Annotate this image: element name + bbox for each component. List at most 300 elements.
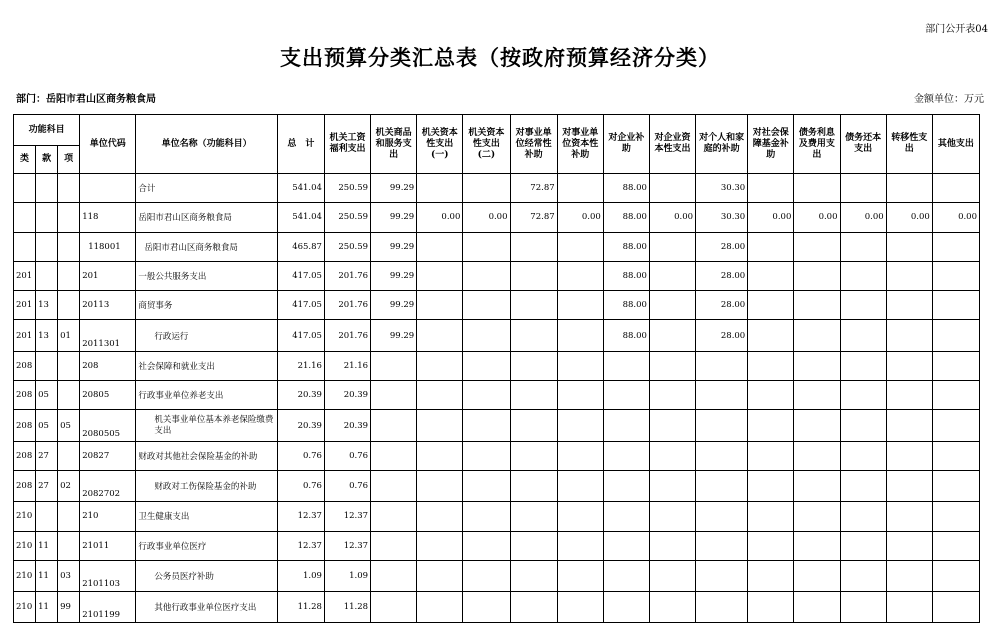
cell-c7 <box>603 470 649 501</box>
cell-c8 <box>649 381 695 410</box>
cell-total: 541.04 <box>277 203 324 232</box>
cell-c10 <box>748 381 794 410</box>
cell-name: 行政事业单位养老支出 <box>136 381 277 410</box>
cell-c13 <box>886 320 932 351</box>
header-c3: 机关资本性支出(一) <box>417 115 463 174</box>
cell-c7 <box>603 441 649 470</box>
cell-c7: 88.00 <box>603 291 649 320</box>
cell-c13 <box>886 560 932 591</box>
cell-c11 <box>794 381 840 410</box>
cell-code: 118 <box>80 203 136 232</box>
cell-c9 <box>696 441 748 470</box>
cell-c13 <box>886 410 932 441</box>
cell-c14 <box>932 502 979 531</box>
cell-c9 <box>696 351 748 380</box>
header-unit-name: 单位名称（功能科目） <box>136 115 277 174</box>
cell-c14 <box>932 174 979 203</box>
cell-c7: 88.00 <box>603 320 649 351</box>
cell-code: 210 <box>80 502 136 531</box>
cell-c1: 250.59 <box>324 174 370 203</box>
cell-c7: 88.00 <box>603 174 649 203</box>
cell-xiang <box>58 441 80 470</box>
cell-c11: 0.00 <box>794 203 840 232</box>
cell-c10 <box>748 320 794 351</box>
cell-code: 118001 <box>80 232 136 261</box>
cell-c6 <box>557 592 603 623</box>
cell-c2: 99.29 <box>371 320 417 351</box>
cell-c4 <box>463 502 510 531</box>
cell-c2: 99.29 <box>371 203 417 232</box>
cell-c11 <box>794 410 840 441</box>
table-row <box>14 502 980 531</box>
cell-c1: 20.39 <box>324 381 370 410</box>
cell-c6 <box>557 470 603 501</box>
cell-lei: 210 <box>14 592 36 623</box>
cell-c13 <box>886 502 932 531</box>
cell-c2: 99.29 <box>371 261 417 290</box>
header-c7: 对企业补助 <box>603 115 649 174</box>
cell-c7 <box>603 592 649 623</box>
cell-c10: 0.00 <box>748 203 794 232</box>
cell-c10 <box>748 470 794 501</box>
cell-c12 <box>840 174 886 203</box>
cell-c2 <box>371 531 417 560</box>
cell-c3: 0.00 <box>417 203 463 232</box>
cell-xiang <box>58 531 80 560</box>
header-c8: 对企业资本性支出 <box>649 115 695 174</box>
cell-c8 <box>649 502 695 531</box>
cell-c6 <box>557 560 603 591</box>
cell-c14 <box>932 232 979 261</box>
cell-c3 <box>417 174 463 203</box>
table-row <box>14 560 980 591</box>
table-row <box>14 174 980 203</box>
cell-c3 <box>417 470 463 501</box>
cell-c9: 30.30 <box>696 174 748 203</box>
cell-c4 <box>463 174 510 203</box>
cell-c12 <box>840 592 886 623</box>
cell-c7: 88.00 <box>603 232 649 261</box>
header-c9: 对个人和家庭的补助 <box>696 115 748 174</box>
cell-c8: 0.00 <box>649 203 695 232</box>
cell-c3 <box>417 351 463 380</box>
cell-c6: 0.00 <box>557 203 603 232</box>
cell-c2: 99.29 <box>371 232 417 261</box>
cell-c4 <box>463 592 510 623</box>
cell-kuan <box>36 232 58 261</box>
cell-xiang <box>58 174 80 203</box>
cell-lei: 210 <box>14 531 36 560</box>
cell-c9 <box>696 560 748 591</box>
cell-c6 <box>557 261 603 290</box>
cell-c4 <box>463 291 510 320</box>
cell-total: 465.87 <box>277 232 324 261</box>
cell-xiang <box>58 502 80 531</box>
cell-c10 <box>748 174 794 203</box>
cell-c10 <box>748 441 794 470</box>
cell-c2 <box>371 560 417 591</box>
cell-c10 <box>748 592 794 623</box>
cell-c12 <box>840 470 886 501</box>
cell-name: 一般公共服务支出 <box>136 261 277 290</box>
cell-c9 <box>696 502 748 531</box>
cell-kuan <box>36 261 58 290</box>
cell-c14 <box>932 441 979 470</box>
cell-xiang <box>58 232 80 261</box>
cell-c11 <box>794 441 840 470</box>
cell-c4 <box>463 232 510 261</box>
table-row <box>14 441 980 470</box>
cell-lei: 201 <box>14 320 36 351</box>
cell-c13 <box>886 441 932 470</box>
header-func-subject: 功能科目 <box>14 115 80 146</box>
cell-code: 201 <box>80 261 136 290</box>
cell-lei <box>14 174 36 203</box>
cell-total: 417.05 <box>277 291 324 320</box>
cell-c10 <box>748 531 794 560</box>
cell-total: 417.05 <box>277 320 324 351</box>
cell-c7 <box>603 560 649 591</box>
header-c12: 债务还本支出 <box>840 115 886 174</box>
cell-c10 <box>748 291 794 320</box>
cell-name: 卫生健康支出 <box>136 502 277 531</box>
header-lei: 类 <box>14 146 36 174</box>
header-unit-code: 单位代码 <box>80 115 136 174</box>
cell-c11 <box>794 174 840 203</box>
cell-c4 <box>463 410 510 441</box>
cell-c11 <box>794 592 840 623</box>
cell-total: 21.16 <box>277 351 324 380</box>
cell-c7 <box>603 531 649 560</box>
cell-c14 <box>932 320 979 351</box>
cell-c11 <box>794 261 840 290</box>
cell-c1: 11.28 <box>324 592 370 623</box>
cell-c1: 20.39 <box>324 410 370 441</box>
cell-c14 <box>932 560 979 591</box>
cell-c8 <box>649 351 695 380</box>
cell-xiang: 99 <box>58 592 80 623</box>
cell-c10 <box>748 261 794 290</box>
cell-c4 <box>463 320 510 351</box>
cell-c2: 99.29 <box>371 291 417 320</box>
cell-kuan: 13 <box>36 291 58 320</box>
cell-xiang: 02 <box>58 470 80 501</box>
cell-c3 <box>417 560 463 591</box>
cell-kuan: 05 <box>36 381 58 410</box>
cell-c7 <box>603 502 649 531</box>
cell-c14 <box>932 531 979 560</box>
cell-c5 <box>510 381 557 410</box>
cell-code: 20805 <box>80 381 136 410</box>
cell-c9 <box>696 592 748 623</box>
cell-name: 财政对其他社会保险基金的补助 <box>136 441 277 470</box>
cell-c5: 72.87 <box>510 174 557 203</box>
cell-name: 行政运行 <box>136 320 277 351</box>
cell-c8 <box>649 560 695 591</box>
cell-c13 <box>886 381 932 410</box>
cell-kuan: 05 <box>36 410 58 441</box>
table-row <box>14 351 980 380</box>
cell-kuan <box>36 502 58 531</box>
cell-name: 公务员医疗补助 <box>136 560 277 591</box>
cell-name: 商贸事务 <box>136 291 277 320</box>
cell-c2 <box>371 351 417 380</box>
cell-c11 <box>794 320 840 351</box>
cell-c4 <box>463 441 510 470</box>
table-row <box>14 320 980 351</box>
table-row <box>14 410 980 441</box>
cell-total: 0.76 <box>277 441 324 470</box>
cell-c3 <box>417 261 463 290</box>
page-title: 支出预算分类汇总表（按政府预算经济分类） <box>280 45 720 70</box>
cell-c3 <box>417 291 463 320</box>
cell-name: 社会保障和就业支出 <box>136 351 277 380</box>
cell-c10 <box>748 351 794 380</box>
cell-name: 机关事业单位基本养老保险缴费支出 <box>136 410 277 441</box>
cell-c6 <box>557 531 603 560</box>
cell-c12 <box>840 531 886 560</box>
cell-code: 2101199 <box>80 592 136 623</box>
cell-c3 <box>417 441 463 470</box>
cell-c4 <box>463 531 510 560</box>
cell-kuan: 13 <box>36 320 58 351</box>
cell-c8 <box>649 174 695 203</box>
cell-c5 <box>510 470 557 501</box>
cell-total: 12.37 <box>277 531 324 560</box>
cell-c13 <box>886 592 932 623</box>
cell-c14 <box>932 592 979 623</box>
cell-c6 <box>557 320 603 351</box>
cell-total: 0.76 <box>277 470 324 501</box>
cell-lei: 208 <box>14 441 36 470</box>
cell-c12 <box>840 351 886 380</box>
cell-c11 <box>794 470 840 501</box>
cell-c10 <box>748 410 794 441</box>
header-c5: 对事业单位经常性补助 <box>510 115 557 174</box>
cell-c2 <box>371 592 417 623</box>
cell-name: 合计 <box>136 174 277 203</box>
cell-c7 <box>603 410 649 441</box>
table-row <box>14 203 980 232</box>
cell-code: 2082702 <box>80 470 136 501</box>
cell-code: 2101103 <box>80 560 136 591</box>
cell-c13 <box>886 232 932 261</box>
cell-total: 417.05 <box>277 261 324 290</box>
cell-c8 <box>649 261 695 290</box>
cell-c5 <box>510 441 557 470</box>
cell-total: 12.37 <box>277 502 324 531</box>
cell-c5 <box>510 261 557 290</box>
cell-total: 541.04 <box>277 174 324 203</box>
cell-c10 <box>748 502 794 531</box>
cell-c4 <box>463 560 510 591</box>
header-total: 总 计 <box>277 115 324 174</box>
cell-c1: 201.76 <box>324 261 370 290</box>
cell-c13 <box>886 291 932 320</box>
cell-c1: 12.37 <box>324 502 370 531</box>
cell-code: 2011301 <box>80 320 136 351</box>
cell-kuan: 11 <box>36 592 58 623</box>
cell-c6 <box>557 441 603 470</box>
cell-kuan: 11 <box>36 531 58 560</box>
cell-c7 <box>603 381 649 410</box>
cell-c9: 28.00 <box>696 261 748 290</box>
cell-c8 <box>649 232 695 261</box>
form-number: 部门公开表04 <box>925 24 988 35</box>
cell-c8 <box>649 592 695 623</box>
cell-lei: 208 <box>14 381 36 410</box>
cell-c6 <box>557 291 603 320</box>
cell-c6 <box>557 351 603 380</box>
cell-c11 <box>794 291 840 320</box>
cell-c12 <box>840 320 886 351</box>
cell-c1: 21.16 <box>324 351 370 380</box>
cell-xiang <box>58 351 80 380</box>
cell-c13 <box>886 351 932 380</box>
cell-c7: 88.00 <box>603 203 649 232</box>
cell-kuan: 27 <box>36 470 58 501</box>
cell-xiang <box>58 261 80 290</box>
cell-c14 <box>932 381 979 410</box>
cell-c9 <box>696 470 748 501</box>
cell-c8 <box>649 531 695 560</box>
cell-c6 <box>557 502 603 531</box>
cell-c2 <box>371 381 417 410</box>
cell-xiang <box>58 381 80 410</box>
cell-c9: 28.00 <box>696 232 748 261</box>
table-row <box>14 531 980 560</box>
cell-c7 <box>603 351 649 380</box>
cell-c5 <box>510 351 557 380</box>
table-row <box>14 261 980 290</box>
cell-c12 <box>840 560 886 591</box>
cell-code: 208 <box>80 351 136 380</box>
header-c2: 机关商品和服务支出 <box>371 115 417 174</box>
cell-xiang <box>58 291 80 320</box>
cell-c14 <box>932 291 979 320</box>
cell-total: 11.28 <box>277 592 324 623</box>
cell-c5 <box>510 502 557 531</box>
cell-c2 <box>371 410 417 441</box>
cell-name: 财政对工伤保险基金的补助 <box>136 470 277 501</box>
cell-c13 <box>886 470 932 501</box>
header-c6: 对事业单位资本性补助 <box>557 115 603 174</box>
cell-name: 行政事业单位医疗 <box>136 531 277 560</box>
cell-c8 <box>649 441 695 470</box>
cell-lei: 208 <box>14 470 36 501</box>
cell-c3 <box>417 381 463 410</box>
cell-lei <box>14 232 36 261</box>
cell-c5 <box>510 232 557 261</box>
cell-c5 <box>510 531 557 560</box>
cell-c11 <box>794 560 840 591</box>
cell-c1: 201.76 <box>324 320 370 351</box>
cell-c6 <box>557 174 603 203</box>
cell-c3 <box>417 531 463 560</box>
cell-xiang: 01 <box>58 320 80 351</box>
cell-c5 <box>510 592 557 623</box>
cell-c4 <box>463 381 510 410</box>
cell-c2 <box>371 502 417 531</box>
cell-c6 <box>557 381 603 410</box>
cell-c4 <box>463 261 510 290</box>
table-row <box>14 592 980 623</box>
cell-total: 1.09 <box>277 560 324 591</box>
cell-c8 <box>649 470 695 501</box>
cell-c10 <box>748 232 794 261</box>
cell-c11 <box>794 232 840 261</box>
cell-c11 <box>794 351 840 380</box>
cell-c9 <box>696 381 748 410</box>
cell-total: 20.39 <box>277 410 324 441</box>
header-c14: 其他支出 <box>932 115 979 174</box>
cell-c5 <box>510 320 557 351</box>
cell-c13 <box>886 174 932 203</box>
cell-c9: 30.30 <box>696 203 748 232</box>
cell-c1: 1.09 <box>324 560 370 591</box>
cell-lei: 208 <box>14 351 36 380</box>
cell-c3 <box>417 592 463 623</box>
cell-lei: 201 <box>14 261 36 290</box>
cell-c4: 0.00 <box>463 203 510 232</box>
cell-lei <box>14 203 36 232</box>
header-c11: 债务利息及费用支出 <box>794 115 840 174</box>
cell-c5: 72.87 <box>510 203 557 232</box>
cell-c3 <box>417 502 463 531</box>
cell-kuan <box>36 203 58 232</box>
cell-c10 <box>748 560 794 591</box>
table-row <box>14 291 980 320</box>
cell-c3 <box>417 410 463 441</box>
cell-c12 <box>840 441 886 470</box>
cell-c11 <box>794 502 840 531</box>
cell-lei: 201 <box>14 291 36 320</box>
cell-c5 <box>510 560 557 591</box>
cell-c13: 0.00 <box>886 203 932 232</box>
header-c13: 转移性支出 <box>886 115 932 174</box>
cell-c9 <box>696 410 748 441</box>
cell-c2 <box>371 441 417 470</box>
department-label: 部门：岳阳市君山区商务粮食局 <box>16 94 156 105</box>
cell-c5 <box>510 410 557 441</box>
cell-c2: 99.29 <box>371 174 417 203</box>
cell-c8 <box>649 320 695 351</box>
cell-c12 <box>840 291 886 320</box>
cell-c12 <box>840 261 886 290</box>
header-kuan: 款 <box>36 146 58 174</box>
cell-c1: 12.37 <box>324 531 370 560</box>
amount-unit-label: 金额单位：万元 <box>914 94 984 105</box>
header-c10: 对社会保障基金补助 <box>748 115 794 174</box>
cell-c1: 250.59 <box>324 203 370 232</box>
cell-lei: 210 <box>14 560 36 591</box>
cell-kuan: 11 <box>36 560 58 591</box>
table-row <box>14 381 980 410</box>
cell-xiang <box>58 203 80 232</box>
header-xiang: 项 <box>58 146 80 174</box>
cell-c13 <box>886 531 932 560</box>
cell-xiang: 03 <box>58 560 80 591</box>
expenditure-table <box>13 114 980 623</box>
cell-c3 <box>417 232 463 261</box>
cell-code: 20827 <box>80 441 136 470</box>
cell-c12 <box>840 232 886 261</box>
cell-c3 <box>417 320 463 351</box>
cell-lei: 210 <box>14 502 36 531</box>
cell-c6 <box>557 232 603 261</box>
cell-code <box>80 174 136 203</box>
cell-c4 <box>463 351 510 380</box>
